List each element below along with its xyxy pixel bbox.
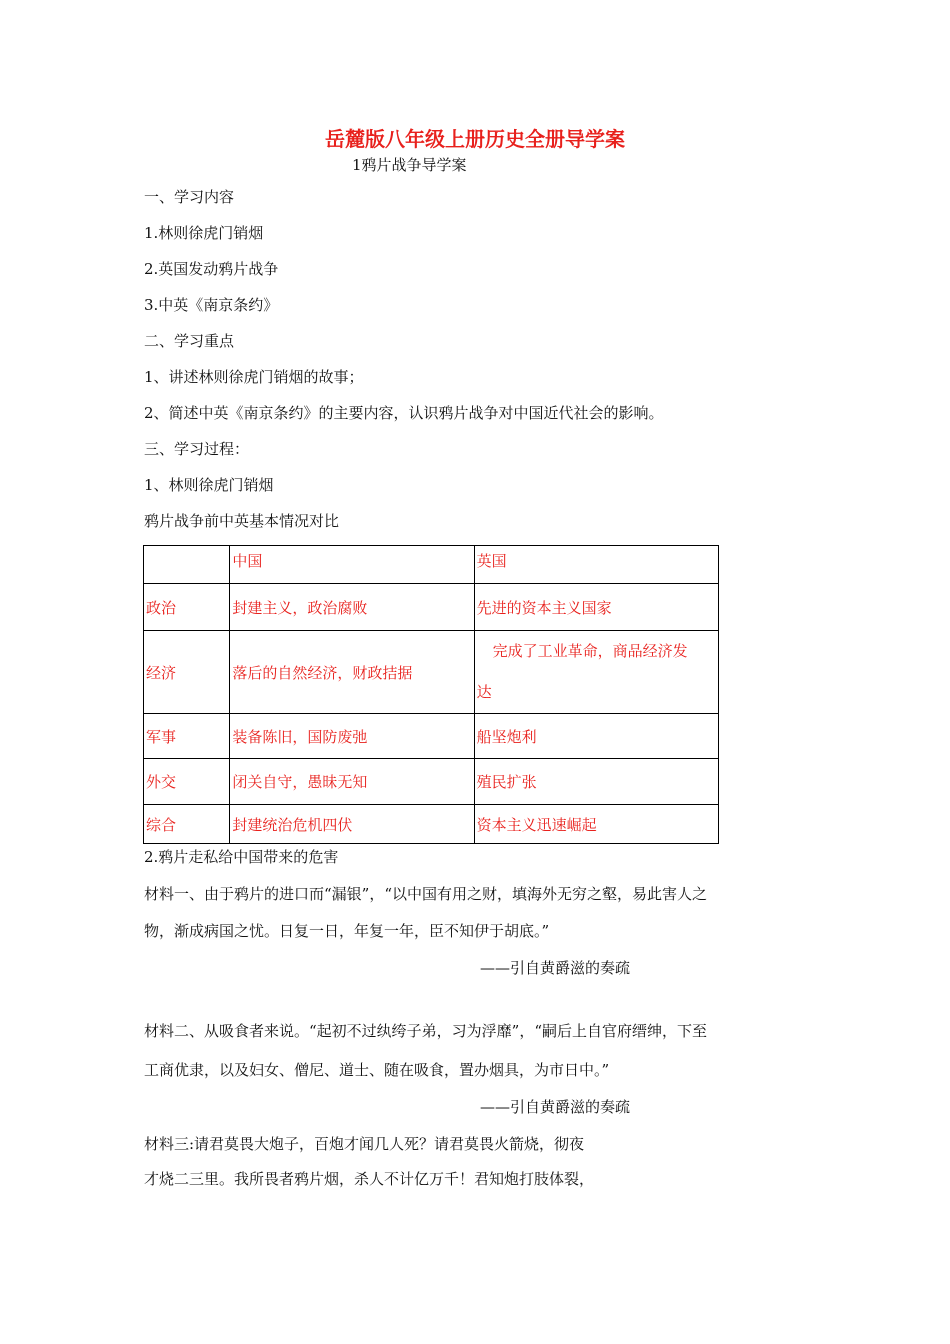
table-caption: 鸦片战争前中英基本情况对比 <box>144 512 340 530</box>
table-row <box>144 584 719 631</box>
material-two-source: ——引自黄爵滋的奏疏 <box>480 1098 631 1116</box>
material-three-line: 材料三:请君莫畏大炮子，百炮才闻几人死？请君莫畏火箭烧，彻夜 <box>144 1135 585 1153</box>
china-cell: 封建主义，政治腐败 <box>230 584 474 631</box>
row-label: 综合 <box>144 805 230 844</box>
focus-item: 2、简述中英《南京条约》的主要内容，认识鸦片战争对中国近代社会的影响。 <box>144 404 664 422</box>
table-header-cell: 英国 <box>474 546 718 584</box>
britain-cell <box>474 631 718 714</box>
table-row <box>144 759 719 805</box>
material-one-line: 材料一、由于鸦片的进口而“漏银”，“以中国有用之财，填海外无穷之壑，易此害人之 <box>144 885 708 903</box>
process-subheading: 1、林则徐虎门销烟 <box>144 476 274 494</box>
china-cell: 闭关自守，愚昧无知 <box>230 759 474 805</box>
table-header-cell <box>144 546 230 584</box>
section-heading-process: 三、学习过程： <box>144 440 250 458</box>
britain-cell: 殖民扩张 <box>474 759 718 805</box>
lesson-subtitle: 1鸦片战争导学案 <box>352 156 467 174</box>
britain-cell-line: 完成了工业革命，商品经济发 <box>492 642 688 660</box>
britain-cell: 资本主义迅速崛起 <box>474 805 718 844</box>
material-two-line: 材料二、从吸食者来说。“起初不过纨绔子弟，习为浮靡”，“嗣后上自官府缙绅，下至 <box>144 1022 708 1040</box>
china-cell: 落后的自然经济，财政拮据 <box>230 631 474 714</box>
section-heading-content: 一、学习内容 <box>144 188 235 206</box>
row-label: 经济 <box>144 631 230 714</box>
material-one-line: 物，渐成病国之忧。日复一日，年复一年，臣不知伊于胡底。” <box>144 922 550 940</box>
row-label: 外交 <box>144 759 230 805</box>
china-cell: 封建统治危机四伏 <box>230 805 474 844</box>
comparison-table <box>143 545 719 844</box>
material-three-line: 才烧二三里。我所畏者鸦片烟，杀人不计亿万千！君知炮打肢体裂， <box>144 1170 595 1188</box>
table-row <box>144 714 719 759</box>
row-label: 军事 <box>144 714 230 759</box>
china-cell: 装备陈旧，国防废弛 <box>230 714 474 759</box>
material-heading: 2.鸦片走私给中国带来的危害 <box>144 848 339 866</box>
content-item: 1.林则徐虎门销烟 <box>144 224 264 242</box>
section-heading-focus: 二、学习重点 <box>144 332 235 350</box>
britain-cell: 船坚炮利 <box>474 714 718 759</box>
britain-cell-line: 达 <box>476 683 492 701</box>
material-one-source: ——引自黄爵滋的奏疏 <box>480 959 631 977</box>
table-row <box>144 805 719 844</box>
britain-cell: 先进的资本主义国家 <box>474 584 718 631</box>
table-header-row <box>144 546 719 584</box>
material-two-line: 工商优隶，以及妇女、僧尼、道士、随在吸食，置办烟具，为市日中。” <box>144 1061 610 1079</box>
row-label: 政治 <box>144 584 230 631</box>
document-title: 岳麓版八年级上册历史全册导学案 <box>325 127 625 151</box>
content-item: 2.英国发动鸦片战争 <box>144 260 279 278</box>
table-header-cell: 中国 <box>230 546 474 584</box>
table-row <box>144 631 719 714</box>
focus-item: 1、讲述林则徐虎门销烟的故事； <box>144 368 364 386</box>
content-item: 3.中英《南京条约》 <box>144 296 279 314</box>
